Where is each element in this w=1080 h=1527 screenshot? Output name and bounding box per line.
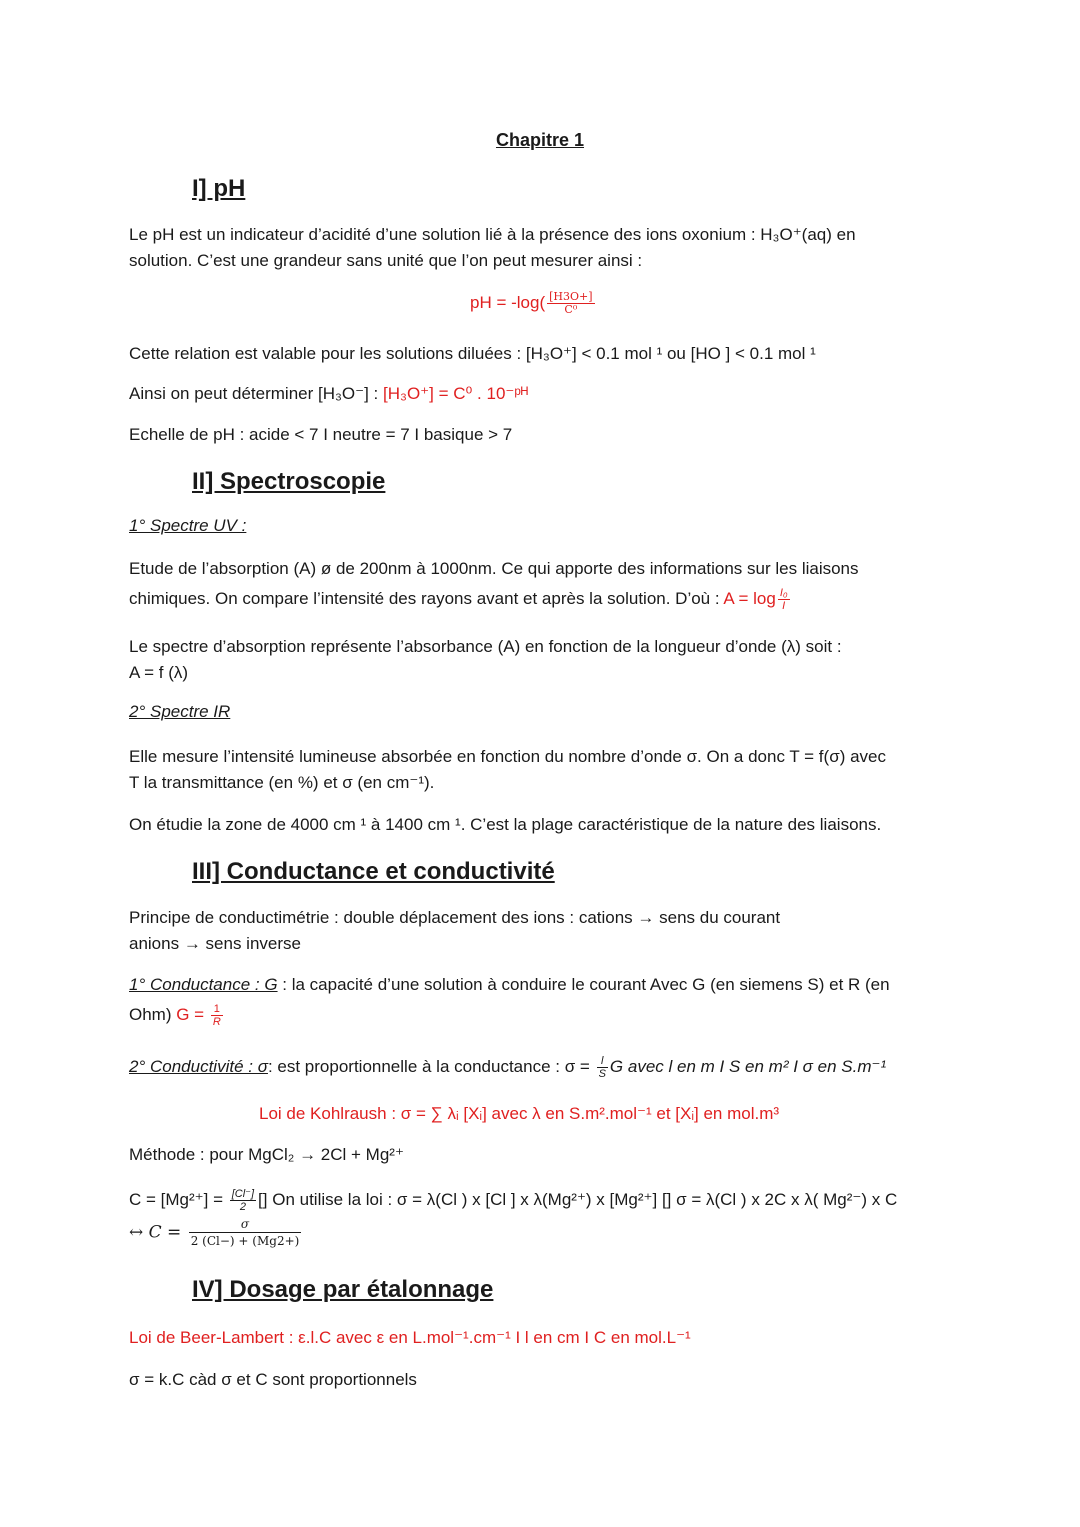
ph-scale: Echelle de pH : acide < 7 I neutre = 7 I basique > 7 — [129, 425, 513, 444]
uv-fraction-denominator: I — [782, 600, 786, 613]
method-line: Méthode : pour MgCl₂ → 2Cl + Mg²⁺ — [129, 1145, 404, 1164]
uv-line-2 — [129, 586, 792, 612]
conductivity-fraction — [597, 1055, 608, 1080]
ph-validity: Cette relation est valable pour les solutions diluées : [H₃O⁺] < 0.1 mol ¹ ou [HO ] < 0.1 mol ¹ — [129, 344, 816, 363]
conductivity-fraction-denominator: S — [598, 1068, 606, 1081]
conductivity-text-a: : est proportionnelle à la conductance : σ = — [267, 1057, 595, 1076]
absorbance-line-2: A = f (λ) — [129, 663, 189, 682]
conductance-fraction — [211, 1003, 223, 1028]
ph-formula-numerator: [H3O+] — [549, 290, 593, 304]
concentration-line-1 — [129, 1187, 897, 1213]
conductance-title: 1° Conductance : G — [129, 975, 278, 994]
ph-intro-line-2: solution. C’est une grandeur sans unité que l’on peut mesurer ainsi : — [129, 251, 643, 270]
conductivity-fraction-numerator: l — [597, 1055, 608, 1068]
concentration-fraction-numerator: [Cl⁻] — [231, 1188, 255, 1201]
ph-formula-left: pH = -log( — [470, 293, 546, 312]
ph-formula-denominator: C⁰ — [564, 303, 578, 317]
concentration-fraction — [230, 1188, 256, 1213]
uv-line-2-text: chimiques. On compare l’intensité des rayons avant et après la solution. D’où : — [129, 589, 724, 608]
ir-title: 2° Spectre IR — [129, 702, 231, 721]
conductance-line-1 — [129, 972, 890, 998]
ir-line-3: On étudie la zone de 4000 cm ¹ à 1400 cm ¹. C’est la plage caractéristique de la nature des liaisons. — [129, 815, 882, 834]
conductance-text: : la capacité d’une solution à conduire le courant Avec G (en siemens S) et R (en — [277, 975, 890, 994]
conductivity-text-b: G avec l en m I S en m² I σ en S.m⁻¹ — [609, 1057, 887, 1076]
concentration-fraction-denominator: 2 — [239, 1201, 246, 1214]
uv-title: 1° Spectre UV : — [129, 516, 247, 535]
ph-formula — [470, 290, 597, 316]
principle-line-2: anions → sens inverse — [129, 934, 301, 953]
ph-determine — [129, 381, 528, 407]
uv-line-1: Etude de l’absorption (A) ø de 200nm à 1000nm. Ce qui apporte des informations sur les liaisons — [129, 559, 859, 578]
heading-spectroscopie: II] Spectroscopie — [192, 468, 386, 495]
concentration-line-2 — [129, 1216, 303, 1249]
ph-determine-text: Ainsi on peut déterminer [H₃O⁻] : — [129, 384, 384, 403]
kohlrausch-law: Loi de Kohlraush : σ = ∑ λᵢ [Xᵢ] avec λ en S.m².mol⁻¹ et [Xᵢ] en mol.m³ — [259, 1104, 780, 1123]
uv-fraction — [778, 587, 790, 612]
conductance-fraction-numerator: 1 — [211, 1003, 223, 1016]
uv-line-2-formula: A = log — [723, 589, 776, 608]
heading-ph: I] pH — [192, 175, 246, 202]
principle-line-1: Principe de conductimétrie : double déplacement des ions : cations → sens du courant — [129, 908, 781, 927]
chapter-title: Chapitre 1 — [495, 130, 585, 150]
beer-lambert-law: Loi de Beer-Lambert : ε.l.C avec ε en L.mol⁻¹.cm⁻¹ I l en cm I C en mol.L⁻¹ — [129, 1328, 691, 1347]
concentration-equiv-numerator: σ — [189, 1216, 302, 1233]
concentration-equiv-fraction — [189, 1216, 302, 1249]
conductivity-line — [129, 1054, 886, 1080]
heading-conductance: III] Conductance et conductivité — [192, 858, 555, 885]
ph-formula-fraction — [547, 291, 594, 316]
concentration-right: [] On utilise la loi : σ = λ(Cl ) x [Cl ] x λ(Mg²⁺) x [Mg²⁺] [] σ = λ(Cl ) x 2C x λ( Mg²⁻) x C — [258, 1190, 898, 1209]
uv-fraction-numerator: I₀ — [779, 587, 788, 600]
sigma-kc-line: σ = k.C càd σ et C sont proportionnels — [129, 1370, 417, 1389]
ir-line-1: Elle mesure l’intensité lumineuse absorbée en fonction du nombre d’onde σ. On a donc T = f(σ) avec — [129, 747, 886, 766]
conductance-fraction-denominator: R — [212, 1016, 221, 1029]
conductance-formula: G = — [176, 1005, 209, 1024]
ph-determine-formula: [H₃O⁺] = C⁰ . 10⁻ᵖᴴ — [383, 384, 529, 403]
absorbance-line-1: Le spectre d’absorption représente l’absorbance (A) en fonction de la longueur d’onde (λ) soit : — [129, 637, 842, 656]
concentration-equiv: ↔ C = — [129, 1222, 187, 1243]
conductivity-title: 2° Conductivité : σ — [129, 1057, 268, 1076]
concentration-equiv-denominator: 2 (Cl−) + (Mg2+) — [190, 1234, 300, 1248]
conductance-ohm: Ohm) — [129, 1005, 177, 1024]
conductance-line-2 — [129, 1002, 225, 1028]
heading-dosage: IV] Dosage par étalonnage — [192, 1276, 494, 1303]
ir-line-2: T la transmittance (en %) et σ (en cm⁻¹). — [129, 773, 435, 792]
ph-intro-line-1: Le pH est un indicateur d’acidité d’une solution lié à la présence des ions oxonium : H₃O⁺(aq) en — [129, 225, 856, 244]
concentration-left: C = [Mg²⁺] = — [129, 1190, 228, 1209]
